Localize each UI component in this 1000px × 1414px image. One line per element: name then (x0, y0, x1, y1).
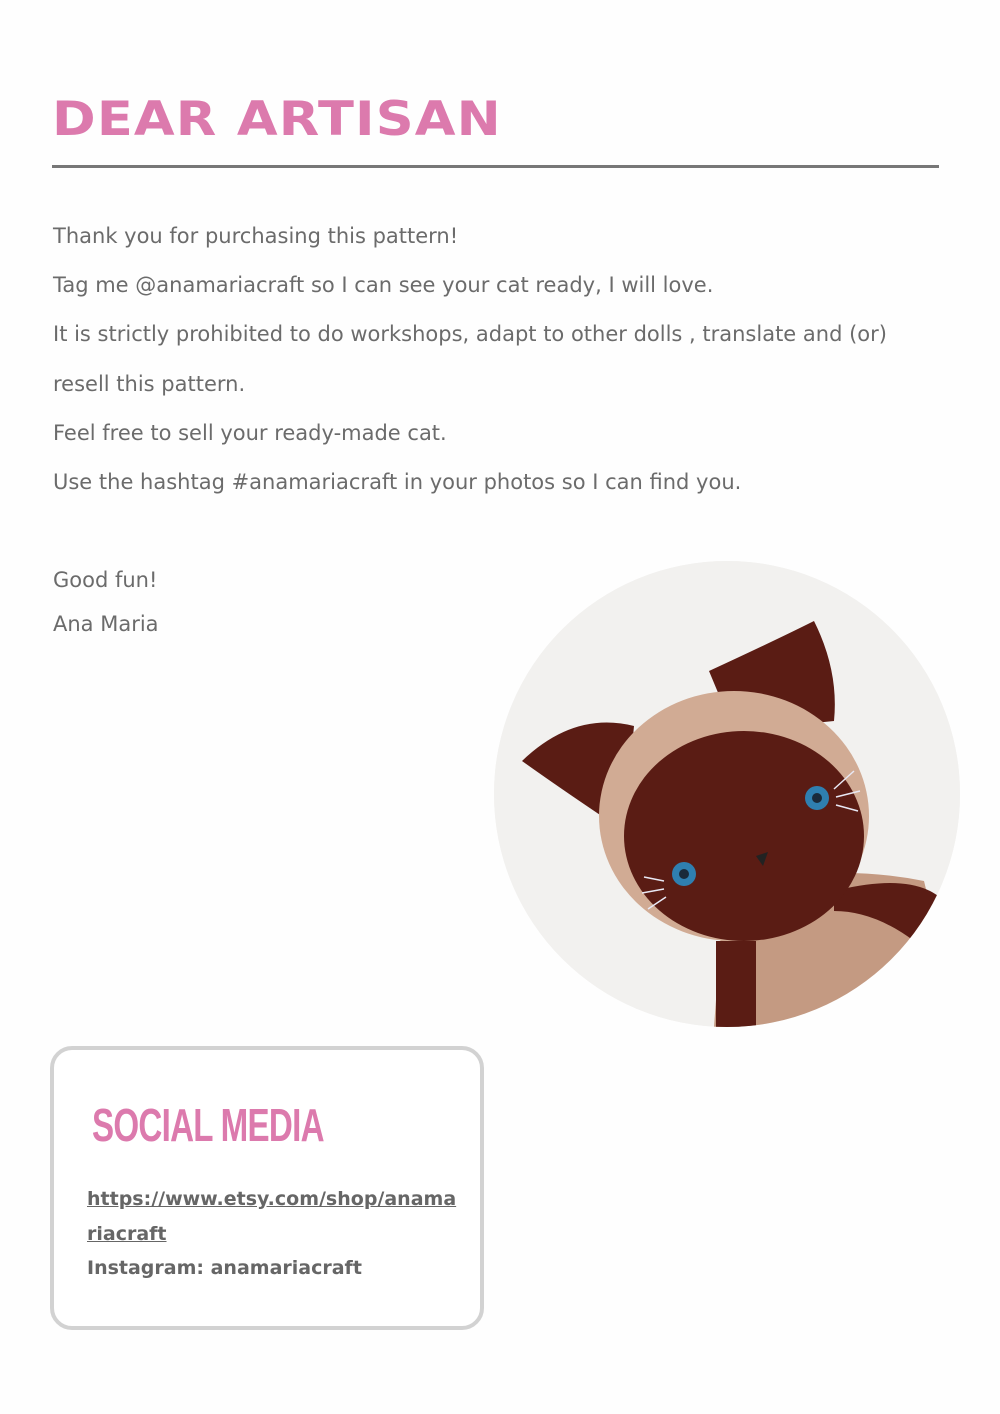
message-line: It is strictly prohibited to do workshops, adapt to other dolls , translate and (or) (53, 322, 887, 347)
page-title: DEAR ARTISAN (52, 92, 502, 147)
message-line: Thank you for purchasing this pattern! (53, 224, 459, 248)
message-line: Feel free to sell your ready-made cat. (53, 420, 447, 445)
message-line: Tag me @anamariacraft so I can see your cat ready, I will love. (53, 273, 714, 298)
message-line: resell this pattern. (53, 371, 246, 396)
title-divider (52, 165, 939, 168)
instagram-handle: Instagram: anamariacraft (87, 1257, 362, 1279)
message-line: Use the hashtag #anamariacraft in your photos so I can find you. (53, 470, 742, 495)
cat-photo (494, 561, 960, 1027)
etsy-link[interactable]: https://www.etsy.com/shop/anamariacraft (87, 1188, 457, 1245)
message-body (53, 212, 953, 507)
signature: Ana Maria (53, 612, 159, 636)
signature-block (53, 558, 159, 646)
social-media-card (50, 1046, 484, 1330)
social-media-title: SOCIAL MEDIA (92, 1099, 324, 1151)
closing: Good fun! (53, 568, 158, 592)
